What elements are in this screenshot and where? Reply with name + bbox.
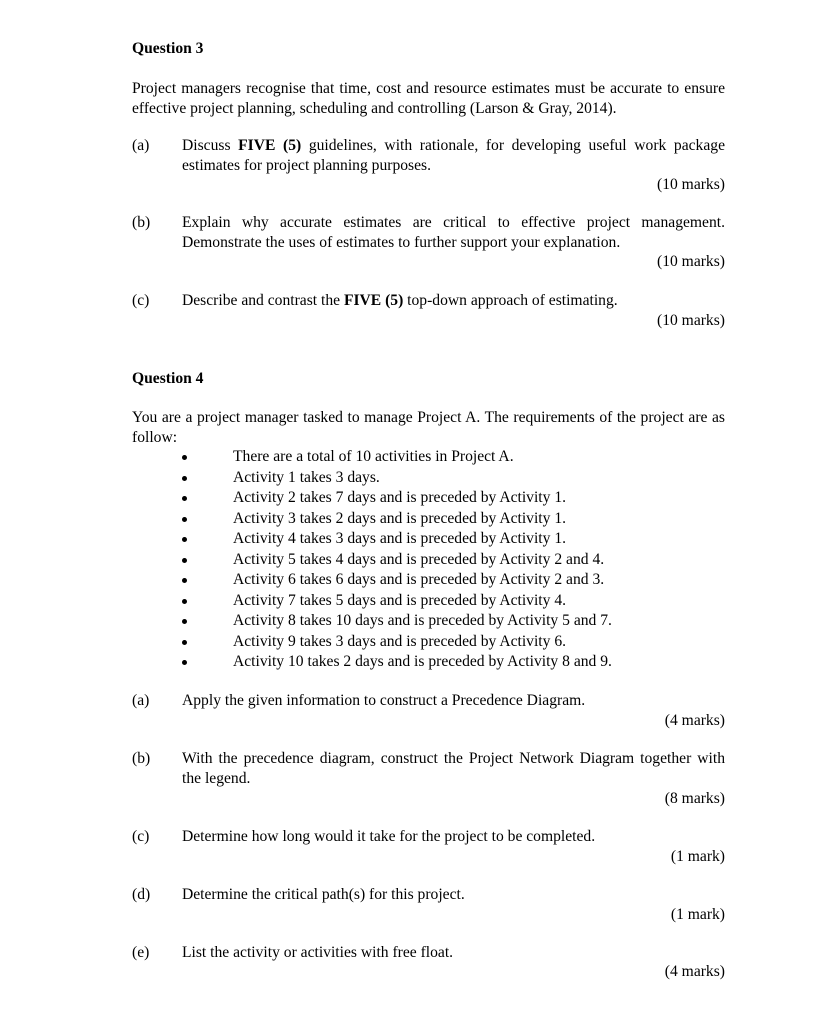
- bullet-icon: [182, 599, 187, 604]
- question-3-title: Question 3: [132, 40, 204, 57]
- q3c-text-pre: Describe and contrast the: [182, 292, 344, 309]
- q4d-text: Determine the critical path(s) for this project.: [182, 886, 465, 903]
- q4b-text: With the precedence diagram, construct the Project Network Diagram together with the legend.: [182, 750, 725, 787]
- q4d-label: (d): [132, 886, 151, 903]
- bullet-icon: [182, 455, 187, 460]
- list-item-text: Activity 1 takes 3 days.: [233, 468, 380, 486]
- list-item: [182, 468, 612, 489]
- list-item: [182, 570, 612, 591]
- q3a-marks: (10 marks): [657, 176, 725, 193]
- q3a-text-pre: Discuss: [182, 137, 239, 154]
- bullet-icon: [182, 660, 187, 665]
- bullet-icon: [182, 578, 187, 583]
- q4e-marks: (4 marks): [664, 963, 725, 980]
- q4a-text: Apply the given information to construct a Precedence Diagram.: [182, 692, 586, 709]
- bullet-icon: [182, 619, 187, 624]
- q3a-text: [182, 136, 725, 176]
- bullet-icon: [182, 537, 187, 542]
- list-item: [182, 611, 612, 632]
- list-item: [182, 652, 612, 673]
- bullet-icon: [182, 496, 187, 501]
- q3b-label: (b): [132, 214, 151, 231]
- bullet-icon: [182, 640, 187, 645]
- list-item-text: Activity 3 takes 2 days and is preceded by Activity 1.: [233, 509, 567, 527]
- list-item-text: Activity 9 takes 3 days and is preceded by Activity 6.: [233, 632, 567, 650]
- list-item-text: Activity 10 takes 2 days and is preceded by Activity 8 and 9.: [233, 653, 612, 670]
- q4a-marks: (4 marks): [664, 712, 725, 729]
- bullet-icon: [182, 476, 187, 481]
- q3c-label: (c): [132, 292, 150, 309]
- list-item-text: Activity 2 takes 7 days and is preceded by Activity 1.: [233, 489, 567, 506]
- question-4-intro: You are a project manager tasked to manage Project A. The requirements of the project are as follow:: [132, 409, 725, 446]
- q4b-marks: (8 marks): [664, 790, 725, 807]
- question-4-title: Question 4: [132, 370, 204, 387]
- list-item-text: Activity 5 takes 4 days and is preceded by Activity 2 and 4.: [233, 550, 605, 568]
- list-item: [182, 509, 612, 530]
- question-3-intro: Project managers recognise that time, cost and resource estimates must be accurate to ensure effective project planning, scheduling and controlling (Larson & Gray, 2014).: [132, 80, 725, 117]
- q4d-marks: (1 mark): [670, 906, 725, 923]
- q4b-label: (b): [132, 750, 151, 767]
- bullet-icon: [182, 517, 187, 522]
- q3c-marks: (10 marks): [657, 312, 725, 329]
- list-item: [182, 591, 612, 612]
- q4c-marks: (1 mark): [670, 848, 725, 865]
- q3c-text-post: top-down approach of estimating.: [403, 292, 618, 309]
- list-item-text: There are a total of 10 activities in Project A.: [233, 448, 514, 465]
- list-item: [182, 447, 612, 468]
- list-item: [182, 550, 612, 571]
- q3c-text: [182, 291, 725, 311]
- q4c-label: (c): [132, 828, 150, 845]
- q3b-marks: (10 marks): [657, 253, 725, 270]
- list-item-text: Activity 8 takes 10 days and is preceded by Activity 5 and 7.: [233, 612, 612, 629]
- q3a-text-post: guidelines, with rationale, for developing useful work package estimates for project planning purposes.: [182, 137, 725, 174]
- list-item: [182, 529, 612, 550]
- list-item: [182, 632, 612, 653]
- list-item-text: Activity 7 takes 5 days and is preceded by Activity 4.: [233, 591, 567, 609]
- bullet-icon: [182, 558, 187, 563]
- q3a-text-bold: FIVE (5): [238, 137, 302, 154]
- activity-list: [182, 447, 612, 673]
- q4a-label: (a): [132, 692, 150, 709]
- q4c-text: Determine how long would it take for the project to be completed.: [182, 828, 596, 845]
- list-item-text: Activity 6 takes 6 days and is preceded by Activity 2 and 3.: [233, 571, 605, 588]
- q3b-text: Explain why accurate estimates are critical to effective project management. Demonstrate the uses of estimates to further support your explanation.: [182, 214, 725, 251]
- list-item: [182, 488, 612, 509]
- q3c-text-bold: FIVE (5): [343, 292, 404, 309]
- q4e-label: (e): [132, 944, 150, 961]
- q3a-label: (a): [132, 137, 150, 154]
- list-item-text: Activity 4 takes 3 days and is preceded by Activity 1.: [233, 530, 567, 547]
- q4e-text: List the activity or activities with free float.: [182, 944, 454, 961]
